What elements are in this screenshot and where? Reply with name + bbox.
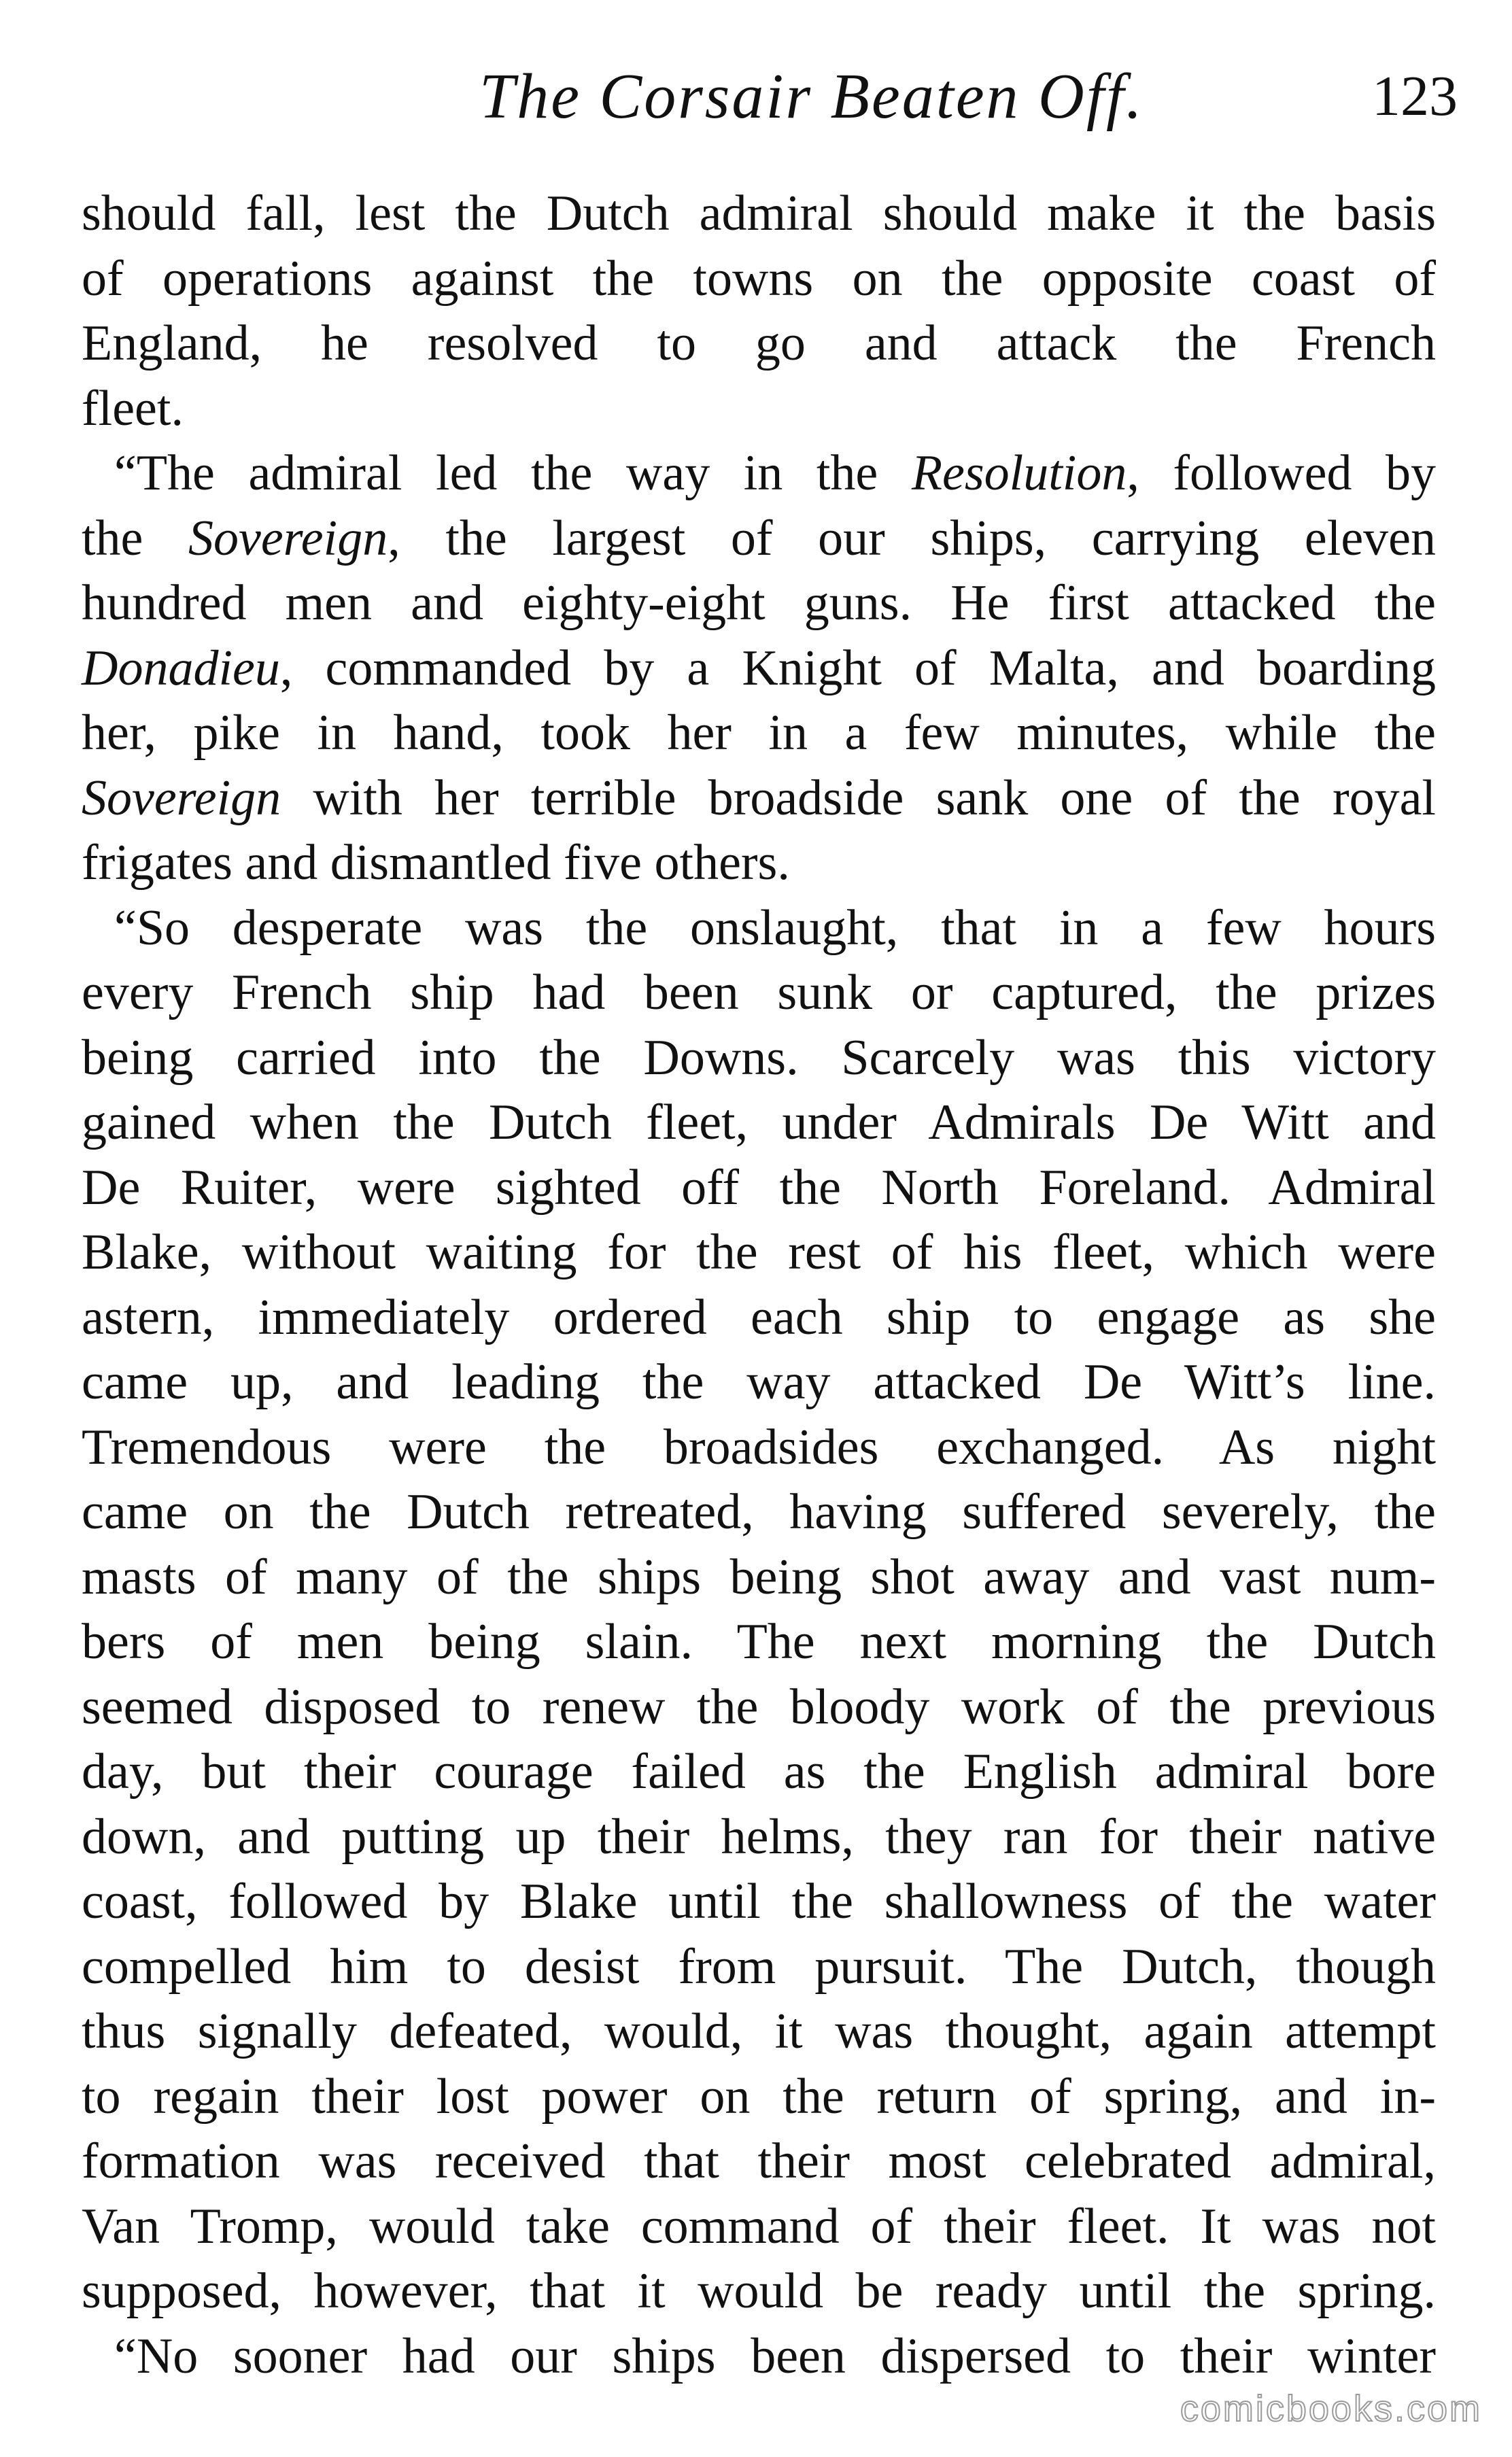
text-line: gained when the Dutch fleet, under Admirals De Witt and (82, 1095, 1436, 1150)
text-line: should fall, lest the Dutch admiral should make it the basis (82, 186, 1436, 241)
page-number: 123 (1372, 65, 1458, 128)
text-line: being carried into the Downs. Scarcely was this victory (82, 1029, 1436, 1086)
text-line: hundred men and eighty-eight guns. He first attacked the (82, 575, 1436, 631)
text-line: Tremendous were the broadsides exchanged. As night (82, 1419, 1436, 1475)
ship-name: Sovereign (188, 510, 388, 566)
text-segment: , the largest of our ships, carrying eleven (388, 510, 1437, 566)
text-segment: , followed by (1127, 445, 1436, 501)
body-text (82, 182, 1436, 2389)
text-line: masts of many of the ships being shot away and vast num- (82, 1549, 1436, 1605)
text-line: day, but their courage failed as the English admiral bore (82, 1744, 1436, 1800)
text-segment: the (82, 510, 189, 566)
text-line: formation was received that their most celebrated admiral, (82, 2133, 1436, 2189)
text-segment: with her terrible broadside sank one of the royal (281, 770, 1436, 826)
ship-name: Resolution (911, 445, 1127, 501)
text-segment: “The admiral led the way in the (114, 445, 912, 501)
text-line: down, and putting up their helms, they ran for their native (82, 1808, 1436, 1865)
text-line: coast, followed by Blake until the shallowness of the water (82, 1874, 1436, 1929)
text-line: Blake, without waiting for the rest of his fleet, which were (82, 1224, 1436, 1280)
text-line: of operations against the towns on the opposite coast of (82, 250, 1436, 307)
text-line (82, 766, 1436, 831)
text-line: Van Tromp, would take command of their fleet. It was not (82, 2198, 1436, 2254)
text-line (82, 636, 1436, 702)
text-line: to regain their lost power on the return of spring, and in- (82, 2068, 1436, 2125)
text-line: frigates and dismantled five others. (82, 835, 790, 891)
text-line: came on the Dutch retreated, having suffered severely, the (82, 1484, 1436, 1540)
text-line: came up, and leading the way attacked De Witt’s line. (82, 1354, 1436, 1410)
text-line: astern, immediately ordered each ship to engage as she (82, 1289, 1436, 1345)
text-line: compelled him to desist from pursuit. The Dutch, though (82, 1938, 1436, 1995)
text-line: “No sooner had our ships been dispersed to their winter (114, 2328, 1436, 2384)
running-title: The Corsair Beaten Off. (479, 61, 1144, 132)
text-line (82, 441, 1436, 506)
ship-name: Sovereign (82, 770, 281, 826)
text-line: seemed disposed to renew the bloody work of the previous (82, 1679, 1436, 1735)
running-head (82, 56, 1458, 137)
text-line: “So desperate was the onslaught, that in a few hours (114, 899, 1436, 956)
text-line: bers of men being slain. The next morning the Dutch (82, 1614, 1436, 1670)
text-line: her, pike in hand, took her in a few minutes, while the (82, 705, 1436, 761)
watermark: comicbooks.com (1180, 2388, 1482, 2429)
text-line: fleet. (82, 380, 184, 436)
text-line (82, 506, 1436, 572)
text-line: England, he resolved to go and attack the French (82, 315, 1436, 371)
text-line: De Ruiter, were sighted off the North Foreland. Admiral (82, 1159, 1436, 1216)
text-line: supposed, however, that it would be ready until the spring. (82, 2263, 1436, 2319)
ship-name: Donadieu (82, 640, 280, 696)
text-line: thus signally defeated, would, it was thought, again attempt (82, 2004, 1436, 2059)
text-segment: , commanded by a Knight of Malta, and boarding (279, 640, 1436, 696)
text-line: every French ship had been sunk or captured, the prizes (82, 965, 1436, 1020)
